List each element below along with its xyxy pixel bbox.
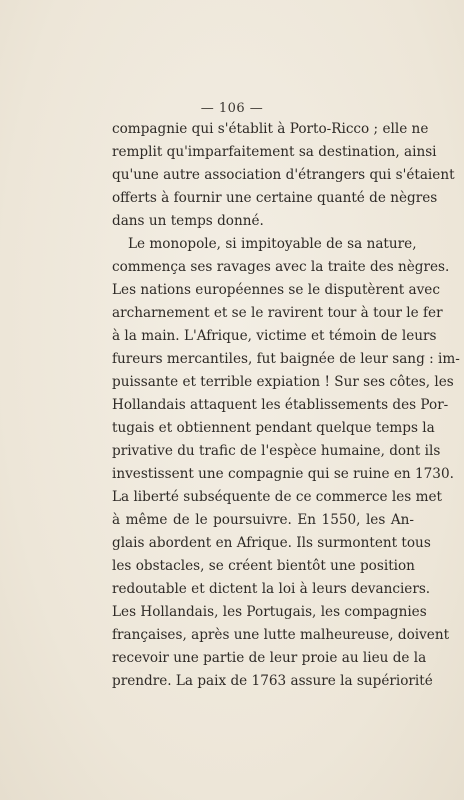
text-line: commença ses ravages avec la traite des nègres. [112, 259, 450, 275]
text-line: investissent une compagnie qui se ruine en 1730. [112, 466, 454, 482]
text-line: prendre. La paix de 1763 assure la supériorité [112, 673, 433, 689]
page-number: — 106 — [200, 101, 264, 116]
text-line: dans un temps donné. [112, 213, 264, 229]
text-line: puissante et terrible expiation ! Sur ses côtes, les [112, 374, 454, 390]
text-line: redoutable et dictent la loi à leurs devanciers. [112, 581, 431, 597]
text-line: Le monopole, si impitoyable de sa nature, [128, 236, 417, 252]
text-line: Les Hollandais, les Portugais, les compagnies [112, 604, 427, 620]
text-line: tugais et obtiennent pendant quelque temps la [112, 420, 435, 436]
text-line: privative du trafic de l'espèce humaine, dont ils [112, 443, 441, 459]
text-line: les obstacles, se créent bientôt une position [112, 558, 415, 574]
text-line: Hollandais attaquent les établissements des Por- [112, 397, 449, 413]
text-line: glais abordent en Afrique. Ils surmontent tous [112, 535, 431, 551]
text-line: recevoir une partie de leur proie au lieu de la [112, 650, 427, 666]
body-text [112, 118, 460, 693]
text-line: La liberté subséquente de ce commerce les met [112, 489, 442, 505]
text-line: remplit qu'imparfaitement sa destination, ainsi [112, 144, 437, 160]
text-line: fureurs mercantiles, fut baignée de leur sang : im- [112, 351, 460, 367]
text-line: archarnement et se le ravirent tour à tour le fer [112, 305, 443, 321]
text-line: à la main. L'Afrique, victime et témoin de leurs [112, 328, 437, 344]
text-line: françaises, après une lutte malheureuse, doivent [112, 627, 450, 643]
text-line: Les nations européennes se le disputèrent avec [112, 282, 440, 298]
text-line: offerts à fournir une certaine quanté de nègres [112, 190, 438, 206]
text-line: qu'une autre association d'étrangers qui s'étaient [112, 167, 455, 183]
text-line: à même de le poursuivre. En 1550, les An- [112, 512, 414, 528]
text-line: compagnie qui s'établit à Porto-Ricco ; elle ne [112, 121, 429, 137]
